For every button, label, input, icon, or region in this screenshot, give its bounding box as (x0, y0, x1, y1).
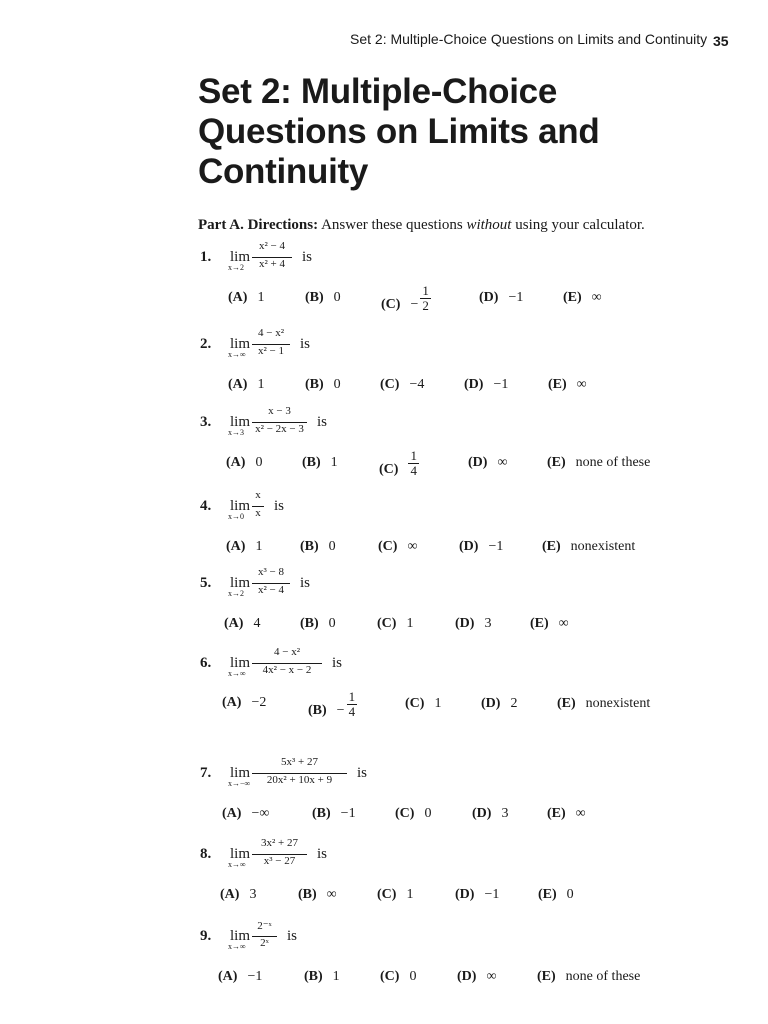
option-sign: − (410, 296, 419, 312)
option-value: 1 (257, 377, 265, 392)
answer-option[interactable] (530, 616, 569, 632)
answer-option[interactable] (300, 616, 336, 632)
option-letter: (C) (380, 969, 400, 984)
option-value: 2 (510, 696, 518, 711)
answer-option[interactable] (228, 377, 264, 393)
fraction-denominator: 2ˣ (260, 937, 269, 949)
answer-option[interactable] (538, 887, 574, 903)
lim-label: lim (230, 575, 251, 591)
option-value: −1 (247, 969, 263, 984)
answer-option[interactable] (220, 887, 256, 903)
fraction-denominator: x² − 1 (257, 345, 284, 357)
option-value: 0 (255, 455, 263, 470)
option-value: −∞ (251, 806, 270, 821)
answer-option[interactable] (395, 806, 431, 822)
answer-option[interactable] (479, 290, 523, 306)
lim-label: lim (230, 846, 251, 862)
lim-label: lim (230, 414, 251, 430)
answer-option[interactable] (537, 969, 640, 985)
fraction-denominator: x² + 4 (258, 258, 285, 270)
answer-option[interactable] (226, 539, 262, 555)
option-value: ∞ (558, 616, 569, 631)
option-value: −1 (493, 377, 509, 392)
fraction-numerator: 4 − x² (273, 646, 300, 658)
option-letter: (A) (222, 695, 242, 710)
option-value: 1 (406, 616, 414, 631)
option-value: 0 (333, 377, 341, 392)
answer-option[interactable] (378, 539, 417, 555)
question-number: 7. (200, 765, 212, 781)
option-letter: (C) (377, 616, 397, 631)
option-letter: (A) (226, 539, 246, 554)
option-fraction-denominator: 2 (422, 298, 429, 313)
option-value: none of these (575, 455, 651, 470)
option-fraction-numerator: 1 (422, 283, 429, 298)
fraction-denominator: 20x² + 10x + 9 (266, 774, 333, 786)
option-letter: (B) (300, 616, 319, 631)
option-value: −1 (488, 539, 504, 554)
option-sign: − (336, 702, 345, 718)
option-letter: (B) (308, 702, 327, 718)
answer-option[interactable] (459, 539, 503, 555)
option-value: 3 (249, 887, 257, 902)
option-value: 1 (257, 290, 265, 305)
option-value: ∞ (576, 377, 587, 392)
option-letter: (D) (457, 969, 477, 984)
answer-option[interactable] (222, 695, 266, 711)
option-letter: (C) (381, 296, 401, 312)
option-letter: (A) (218, 969, 238, 984)
question-number: 6. (200, 655, 212, 671)
answer-option[interactable] (380, 377, 424, 393)
is-label: is (300, 336, 311, 352)
answer-option[interactable] (312, 806, 356, 822)
answer-option[interactable] (226, 455, 262, 471)
answer-option[interactable] (302, 455, 338, 471)
option-value: 3 (501, 806, 509, 821)
option-letter: (A) (224, 616, 244, 631)
fraction-numerator: 4 − x² (257, 327, 284, 339)
option-letter: (D) (479, 290, 499, 305)
option-value: −2 (251, 695, 267, 710)
fraction-numerator: x³ − 8 (257, 566, 284, 578)
is-label: is (332, 655, 343, 671)
fraction-denominator: x² − 2x − 3 (255, 423, 304, 435)
option-letter: (C) (380, 377, 400, 392)
option-value: 0 (409, 969, 417, 984)
answer-option[interactable] (557, 696, 650, 712)
option-letter: (D) (472, 806, 492, 821)
option-value: nonexistent (570, 539, 636, 554)
option-letter: (A) (228, 290, 248, 305)
answer-option[interactable] (547, 806, 586, 822)
option-fraction (420, 284, 431, 313)
directions-text: Answer these questions (321, 217, 467, 233)
option-letter: (D) (464, 377, 484, 392)
question-number: 5. (200, 575, 212, 591)
lim-label: lim (230, 498, 251, 514)
question-number: 8. (200, 846, 212, 862)
option-letter: (A) (226, 455, 246, 470)
answer-option[interactable] (548, 377, 587, 393)
option-letter: (B) (298, 887, 317, 902)
is-label: is (302, 249, 313, 265)
answer-option[interactable] (228, 290, 264, 306)
directions-text-end: using your calculator. (511, 217, 645, 233)
option-letter: (D) (455, 616, 475, 631)
option-value: ∞ (407, 539, 418, 554)
option-value: −1 (484, 887, 500, 902)
answer-option[interactable] (464, 377, 508, 393)
option-value: ∞ (591, 290, 602, 305)
is-label: is (287, 928, 298, 944)
question-number: 9. (200, 928, 212, 944)
answer-option[interactable] (468, 455, 507, 471)
running-header: Set 2: Multiple-Choice Questions on Limits and Continuity (350, 31, 708, 47)
option-letter: (B) (312, 806, 331, 821)
option-letter: (E) (547, 455, 566, 470)
option-value: none of these (565, 969, 641, 984)
option-value: 1 (255, 539, 263, 554)
answer-option[interactable] (381, 283, 431, 319)
fraction-numerator: x² − 4 (258, 240, 285, 252)
limit-subscript: x→0 (228, 512, 244, 521)
answer-option[interactable] (380, 969, 416, 985)
option-letter: (E) (563, 290, 582, 305)
answer-option[interactable] (542, 539, 635, 555)
option-letter: (D) (459, 539, 479, 554)
option-fraction-numerator: 1 (410, 448, 417, 463)
lim-label: lim (230, 336, 251, 352)
limit-subscript: x→∞ (228, 669, 246, 678)
option-value: nonexistent (585, 696, 651, 711)
option-value: 0 (566, 887, 574, 902)
option-fraction-denominator: 4 (410, 463, 417, 478)
lim-label: lim (230, 928, 251, 944)
answer-option[interactable] (455, 887, 499, 903)
option-fraction (347, 690, 358, 719)
directions-label: Part A. Directions: (198, 217, 319, 233)
answer-option[interactable] (300, 539, 336, 555)
directions (198, 217, 645, 234)
option-letter: (E) (542, 539, 561, 554)
question-number: 2. (200, 336, 212, 352)
fraction-numerator: x (255, 489, 261, 501)
page-title: Set 2: Multiple-Choice Questions on Limits and Continuity (198, 72, 600, 191)
option-value: ∞ (326, 887, 337, 902)
option-letter: (C) (379, 461, 399, 477)
answer-option[interactable] (405, 696, 441, 712)
option-letter: (B) (305, 377, 324, 392)
answer-option[interactable] (455, 616, 491, 632)
fraction-denominator: x³ − 27 (263, 855, 296, 867)
question-number: 4. (200, 498, 212, 514)
option-value: 0 (424, 806, 432, 821)
option-letter: (E) (530, 616, 549, 631)
answer-option[interactable] (308, 689, 357, 725)
is-label: is (357, 765, 368, 781)
option-value: −1 (508, 290, 524, 305)
option-value: 4 (253, 616, 261, 631)
page-number: 35 (713, 33, 729, 49)
fraction-denominator: 4x² − x − 2 (262, 664, 312, 676)
answer-option[interactable] (222, 806, 269, 822)
is-label: is (317, 846, 328, 862)
option-letter: (E) (548, 377, 567, 392)
is-label: is (300, 575, 311, 591)
option-value: 1 (330, 455, 338, 470)
option-letter: (B) (305, 290, 324, 305)
option-letter: (E) (537, 969, 556, 984)
limit-subscript: x→3 (228, 428, 244, 437)
option-value: −1 (340, 806, 356, 821)
option-value: −4 (409, 377, 425, 392)
fraction-numerator: 2⁻ˣ (257, 920, 272, 932)
limit-subscript: x→2 (228, 263, 244, 272)
lim-label: lim (230, 655, 251, 671)
option-letter: (D) (455, 887, 475, 902)
answer-option[interactable] (377, 887, 413, 903)
answer-option[interactable] (305, 377, 341, 393)
limit-subscript: x→2 (228, 589, 244, 598)
limit-subscript: x→∞ (228, 942, 246, 951)
answer-option[interactable] (298, 887, 337, 903)
lim-label: lim (230, 249, 251, 265)
option-letter: (E) (538, 887, 557, 902)
fraction-numerator: 5x³ + 27 (280, 756, 318, 768)
option-value: 1 (332, 969, 340, 984)
fraction-numerator: x − 3 (268, 405, 291, 417)
directions-emphasis: without (466, 217, 512, 233)
option-value: ∞ (486, 969, 497, 984)
answer-option[interactable] (481, 696, 517, 712)
option-fraction-denominator: 4 (348, 704, 356, 719)
limit-subscript: x→∞ (228, 860, 246, 869)
answer-option[interactable] (563, 290, 602, 306)
option-letter: (D) (468, 455, 488, 470)
option-value: 1 (406, 887, 414, 902)
option-value: 0 (328, 539, 336, 554)
option-letter: (C) (377, 887, 397, 902)
option-value: 0 (333, 290, 341, 305)
option-fraction (408, 449, 419, 478)
is-label: is (317, 414, 328, 430)
fraction-denominator: x² − 4 (257, 584, 284, 596)
lim-label: lim (230, 765, 251, 781)
option-letter: (D) (481, 696, 501, 711)
option-letter: (C) (395, 806, 415, 821)
fraction-numerator: 3x² + 27 (260, 837, 298, 849)
question-number: 3. (200, 414, 212, 430)
fraction-denominator: x (255, 507, 261, 519)
option-letter: (A) (220, 887, 240, 902)
answer-option[interactable] (379, 448, 419, 484)
option-letter: (B) (300, 539, 319, 554)
answer-option[interactable] (472, 806, 508, 822)
limit-subscript: x→−∞ (228, 779, 251, 788)
answer-option[interactable] (457, 969, 496, 985)
question-number: 1. (200, 249, 212, 265)
option-letter: (E) (557, 696, 576, 711)
option-value: 3 (484, 616, 492, 631)
option-fraction-numerator: 1 (348, 689, 356, 704)
option-value: ∞ (575, 806, 586, 821)
option-letter: (B) (304, 969, 323, 984)
option-letter: (A) (222, 806, 242, 821)
option-value: ∞ (497, 455, 508, 470)
limit-subscript: x→∞ (228, 350, 246, 359)
answer-option[interactable] (304, 969, 340, 985)
option-letter: (E) (547, 806, 566, 821)
option-value: 0 (328, 616, 336, 631)
option-letter: (C) (378, 539, 398, 554)
is-label: is (274, 498, 285, 514)
answer-option[interactable] (218, 969, 262, 985)
option-value: 1 (434, 696, 442, 711)
answer-option[interactable] (547, 455, 650, 471)
option-letter: (C) (405, 696, 425, 711)
option-letter: (B) (302, 455, 321, 470)
answer-option[interactable] (377, 616, 413, 632)
answer-option[interactable] (305, 290, 341, 306)
option-letter: (A) (228, 377, 248, 392)
answer-option[interactable] (224, 616, 260, 632)
